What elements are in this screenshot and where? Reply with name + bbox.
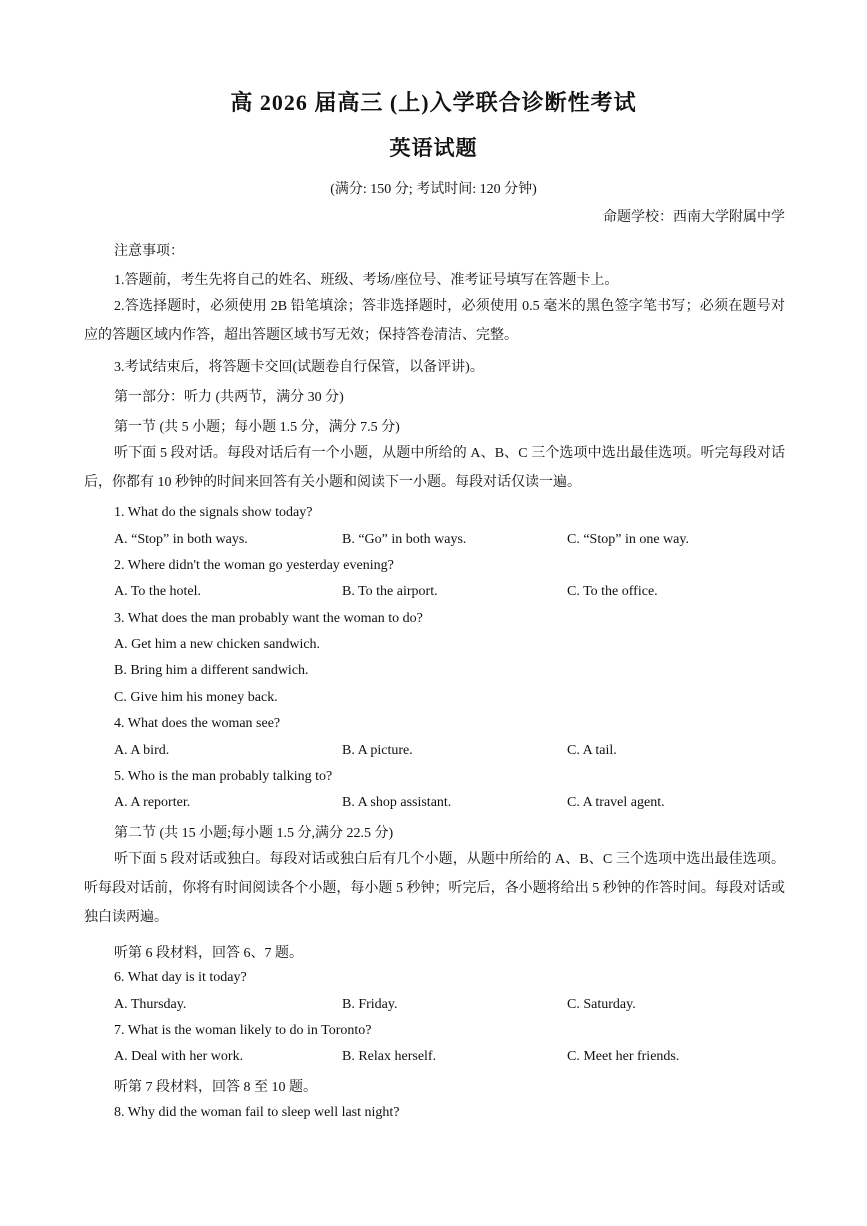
question-2: 2. Where didn't the woman go yesterday evening? xyxy=(114,558,394,573)
q3-option-a: A. Get him a new chicken sandwich. xyxy=(114,637,321,652)
section1-instructions-text: 听下面 5 段对话。每段对话后有一个小题，从题中所给的 A、B、C 三个选项中选出最佳选项。听完每段对话后，你都有 10 秒钟的时间来回答有关小题和阅读下一小题。每段对话仅读一遍。 xyxy=(84,446,785,490)
q2-option-b: B. To the airport. xyxy=(342,584,438,599)
q3-option-b: B. Bring him a different sandwich. xyxy=(114,663,309,678)
q4-option-c: C. A tail. xyxy=(567,743,617,758)
q7-option-a: A. Deal with her work. xyxy=(114,1049,244,1064)
material-7-note: 听第 7 段材料，回答 8 至 10 题。 xyxy=(114,1080,317,1095)
note-item-2 xyxy=(84,292,785,350)
question-7: 7. What is the woman likely to do in Toronto? xyxy=(114,1023,372,1038)
q7-option-b: B. Relax herself. xyxy=(342,1049,437,1064)
part1-heading: 第一部分：听力 (共两节，满分 30 分) xyxy=(114,390,344,405)
q6-option-b: B. Friday. xyxy=(342,997,398,1012)
question-8: 8. Why did the woman fail to sleep well last night? xyxy=(114,1105,400,1120)
q5-option-a: A. A reporter. xyxy=(114,795,191,810)
q3-option-c: C. Give him his money back. xyxy=(114,690,278,705)
q6-option-a: A. Thursday. xyxy=(114,997,187,1012)
q7-option-c: C. Meet her friends. xyxy=(567,1049,680,1064)
school-name: 命题学校：西南大学附属中学 xyxy=(603,210,785,225)
exam-info: (满分: 150 分; 考试时间: 120 分钟) xyxy=(330,182,537,197)
question-4: 4. What does the woman see? xyxy=(114,716,281,731)
q5-option-c: C. A travel agent. xyxy=(567,795,665,810)
note-item-2-text: 2.答选择题时，必须使用 2B 铅笔填涂；答非选择题时，必须使用 0.5 毫米的黑色签字笔书写；必须在题号对应的答题区域内作答，超出答题区域书写无效；保持答卷清洁、完整。 xyxy=(84,299,785,343)
q1-option-c: C. “Stop” in one way. xyxy=(567,532,689,547)
section2-heading: 第二节 (共 15 小题;每小题 1.5 分,满分 22.5 分) xyxy=(114,826,394,841)
subject-title: 英语试题 xyxy=(389,136,478,160)
section2-instructions-text: 听下面 5 段对话或独白。每段对话或独白后有几个小题，从题中所给的 A、B、C 三个选项中选出最佳选项。听每段对话前，你将有时间阅读各个小题，每小题 5 秒钟；听完后，各小题将给出 5 秒钟的作答时间。每段对话或独白读两遍。 xyxy=(84,852,785,925)
q6-option-c: C. Saturday. xyxy=(567,997,636,1012)
section1-heading: 第一节 (共 5 小题；每小题 1.5 分，满分 7.5 分) xyxy=(114,420,400,435)
question-1: 1. What do the signals show today? xyxy=(114,505,313,520)
material-6-note: 听第 6 段材料，回答 6、7 题。 xyxy=(114,946,303,961)
section2-instructions xyxy=(84,845,785,932)
exam-title: 高 2026 届高三 (上)入学联合诊断性考试 xyxy=(230,90,637,115)
question-5: 5. Who is the man probably talking to? xyxy=(114,769,333,784)
notes-heading: 注意事项： xyxy=(114,244,184,259)
q1-option-b: B. “Go” in both ways. xyxy=(342,532,467,547)
question-6: 6. What day is it today? xyxy=(114,970,247,985)
q5-option-b: B. A shop assistant. xyxy=(342,795,452,810)
note-item-1: 1.答题前，考生先将自己的姓名、班级、考场/座位号、准考证号填写在答题卡上。 xyxy=(114,273,619,288)
question-3: 3. What does the man probably want the woman to do? xyxy=(114,611,423,626)
q4-option-b: B. A picture. xyxy=(342,743,413,758)
note-item-3: 3.考试结束后，将答题卡交回(试题卷自行保管，以备评讲)。 xyxy=(114,360,484,375)
q2-option-c: C. To the office. xyxy=(567,584,658,599)
section1-instructions xyxy=(84,439,785,497)
q1-option-a: A. “Stop” in both ways. xyxy=(114,532,248,547)
q2-option-a: A. To the hotel. xyxy=(114,584,202,599)
q4-option-a: A. A bird. xyxy=(114,743,170,758)
